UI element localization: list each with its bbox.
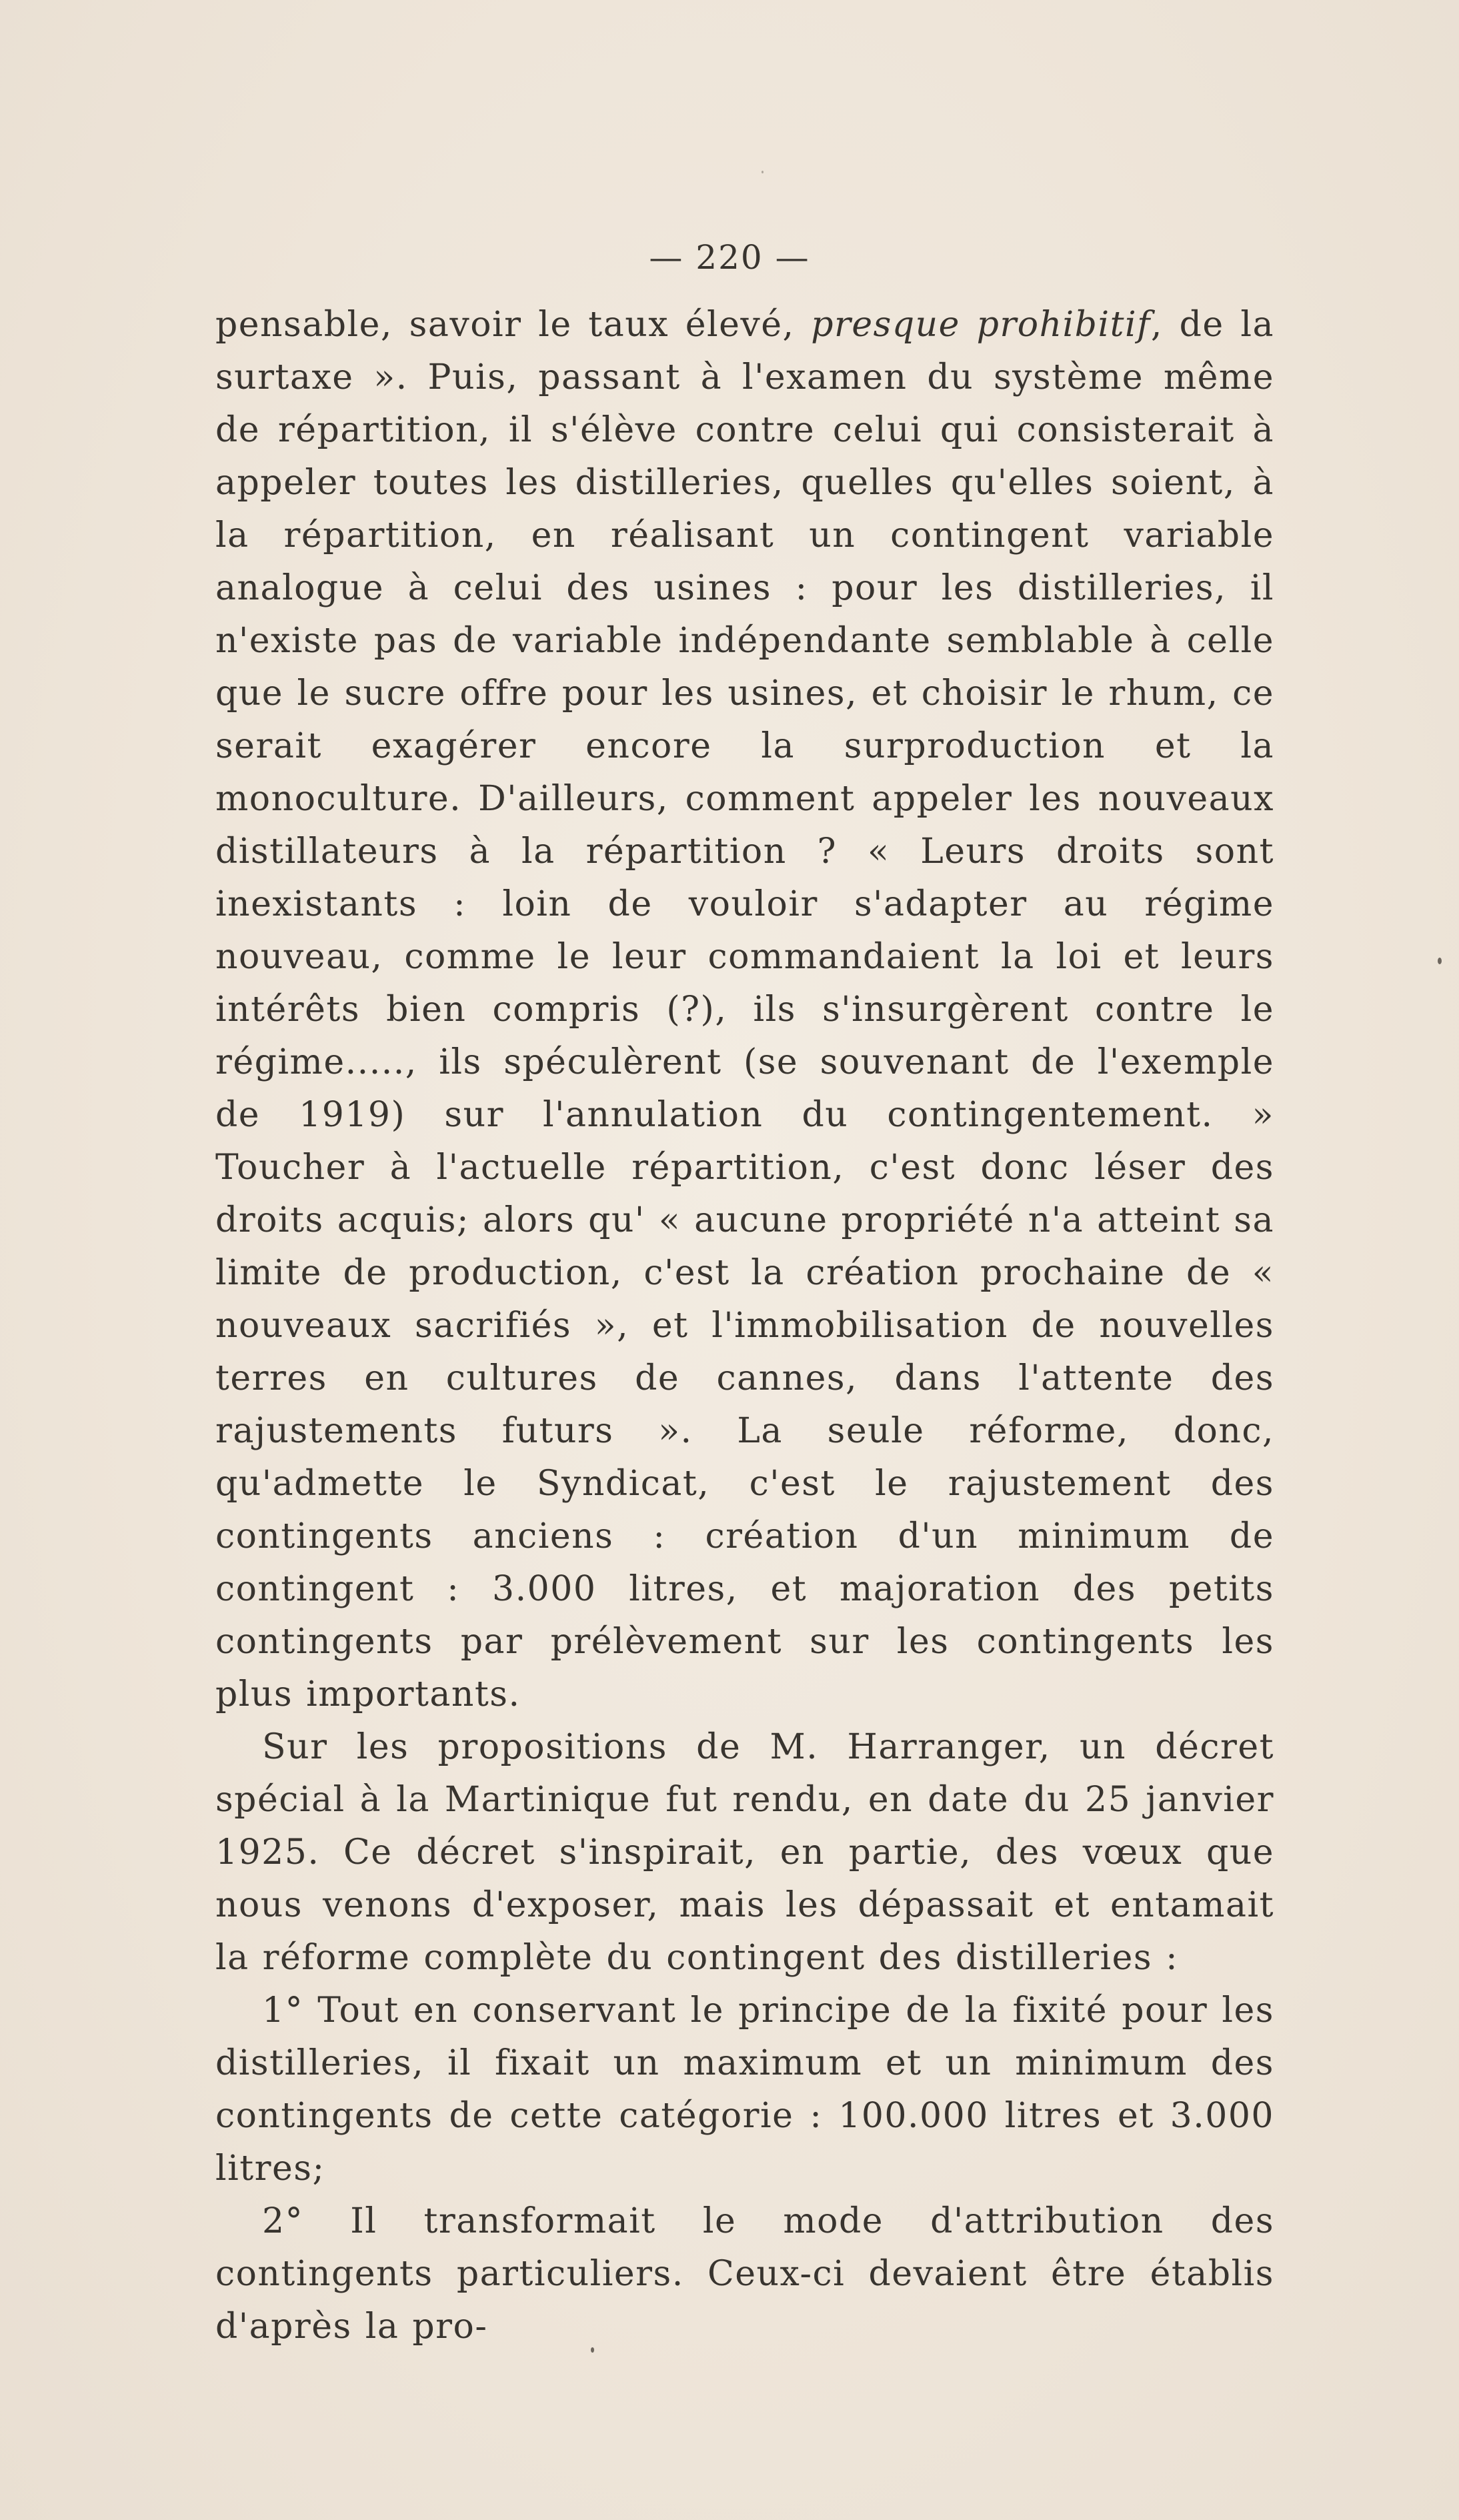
text-segment: 2° Il transformait le mode d'attribution des contingents particuliers. Ceux-ci devaient être établis d'après la pro- [215,2201,1274,2347]
paper-speck [1438,958,1442,964]
text-segment: pensable, savoir le taux élevé, [215,305,812,345]
text-segment: Sur les propositions de M. Harranger, un décret spécial à la Martinique fut rendu, en date du 25 janvier 1925. Ce décret s'inspirait, en partie, des vœux que nous venons d'exposer, mais les dépassait et entamait la réforme complète du contingent des distilleries : [215,1727,1274,1978]
italic-phrase: presque prohibitif [811,305,1151,345]
text-segment: 1° Tout en conservant le principe de la fixité pour les distilleries, il fixait un maximum et un minimum des contingents de cette catégorie : 100.000 litres et 3.000 litres; [215,1991,1274,2189]
paragraph-3 [215,1985,1274,2195]
paper-speck [762,171,764,173]
paragraph-4 [215,2195,1274,2353]
body-text [215,299,1274,2353]
paper-speck [591,2347,594,2353]
text-segment: , de la surtaxe ». Puis, passant à l'examen du système même de répartition, il s'élève contre celui qui consisterait à appeler toutes les distilleries, quelles qu'elles soient, à la répartition, en réalisant un contingent variable analogue à celui des usines : pour les distilleries, il n'existe pas de variable indépendante semblable à celle que le sucre offre pour les usines, et choisir le rhum, ce serait exagérer encore la surproduction et la monoculture. D'ailleurs, comment appeler les nouveaux distillateurs à la répartition ? « Leurs droits sont inexistants : loin de vouloir s'adapter au régime nouveau, comme le leur commandaient la loi et leurs intérêts bien compris (?), ils s'insurgèrent contre le régime....., ils spéculèrent (se souvenant de l'exemple de 1919) sur l'annulation du contingentement. » Toucher à l'actuelle répartition, c'est donc léser des droits acquis; alors qu' « aucune propriété n'a atteint sa limite de production, c'est la création prochaine de « nouveaux sacrifiés », et l'immobilisation de nouvelles terres en cultures de cannes, dans l'attente des rajustements futurs ». La seule réforme, donc, qu'admette le Syndicat, c'est le rajustement des contingents anciens : création d'un minimum de contingent : 3.000 litres, et majoration des petits contingents par prélèvement sur les contingents les plus importants. [215,305,1274,1714]
paragraph-2 [215,1721,1274,1985]
page-number: — 220 — [649,238,810,277]
paragraph-1 [215,299,1274,1721]
